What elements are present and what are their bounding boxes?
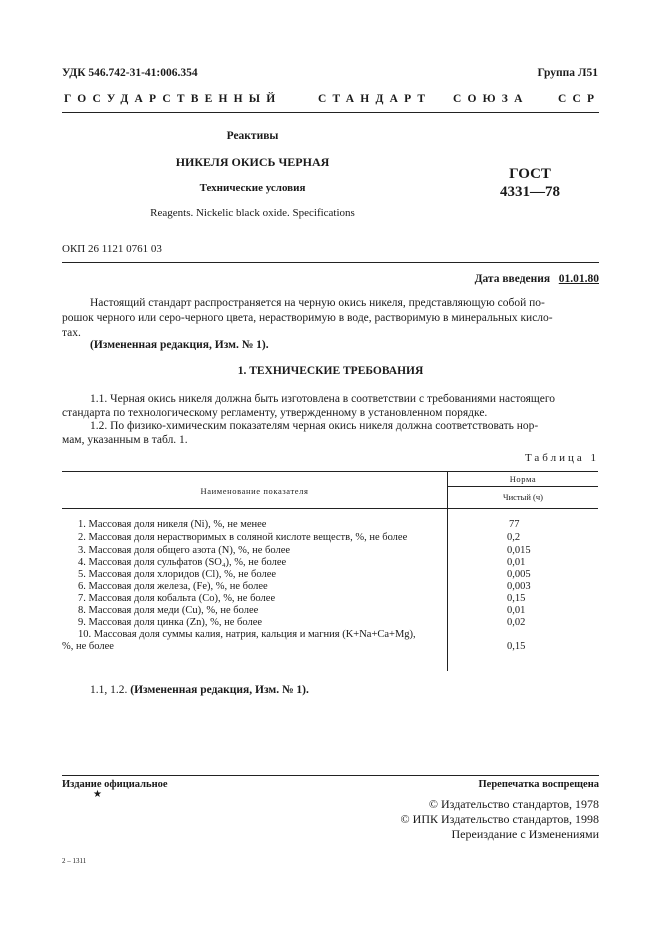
page-code: 2 – 1311 (62, 857, 87, 865)
state-word-1: ГОСУДАРСТВЕННЫЙ (64, 93, 282, 105)
state-word-2: СТАНДАРТ (318, 93, 432, 105)
table-row-6-name: 6. Массовая доля железа, (Fe), %, не более (78, 581, 268, 592)
table-row-2-name: 2. Массовая доля нерастворимых в соляной кислоте веществ, %, не более (78, 532, 408, 543)
table-col-name-header: Наименование показателя (200, 486, 309, 496)
category-label: Реактивы (226, 130, 279, 142)
intro-line-3: тах. (62, 327, 81, 339)
table-top-rule (62, 471, 598, 472)
table-row-5-name: 5. Массовая доля хлоридов (Cl), %, не более (78, 569, 277, 580)
norm-subheader-rule (447, 486, 598, 487)
intro-paragraph (62, 296, 599, 341)
table-row-3-name: 3. Массовая доля общего азота (N), %, не более (78, 545, 291, 556)
p11-line-1: 1.1. Черная окись никеля должна быть изготовлена в соответствии с требованиями настоящего (90, 393, 556, 405)
reprint-notice: Перепечатка воспрещена (478, 779, 599, 790)
table-row-3-value: 0,015 (507, 545, 531, 556)
okp-rule (62, 262, 599, 263)
table-row-9-value: 0,02 (507, 617, 526, 628)
gost-label: ГОСТ (509, 166, 551, 182)
table-row-7-value: 0,15 (507, 593, 526, 604)
intro-date-label: Дата введения (474, 273, 551, 285)
intro-line-2: рошок черного или серо-черного цвета, нерастворимую в воде, растворимую в минеральных кисло- (62, 312, 553, 324)
table-row-1-value: 77 (509, 519, 520, 530)
reissue-note: Переиздание с Изменениями (451, 827, 599, 841)
p12-line-1: 1.2. По физико-химическим показателям черная окись никеля должна соответствовать нор- (90, 420, 539, 432)
copyright-1: © Издательство стандартов, 1978 (428, 797, 599, 811)
table-row-4-name: 4. Массовая доля сульфатов (SO₄), %, не более (78, 557, 287, 568)
document-title: НИКЕЛЯ ОКИСЬ ЧЕРНАЯ (175, 155, 330, 169)
table-header-rule (62, 508, 598, 509)
section-1-title: 1. ТЕХНИЧЕСКИЕ ТРЕБОВАНИЯ (237, 365, 424, 377)
state-word-4: ССР (558, 93, 601, 105)
p11-line-2: стандарта по технологическому регламенту, утвержденному в установленном порядке. (62, 407, 488, 419)
amendment-2-prefix: 1.1, 1.2. (90, 684, 131, 696)
p12-line-2: мам, указанным в табл. 1. (62, 434, 188, 446)
group-code: Группа Л51 (537, 67, 598, 79)
table-row-8-name: 8. Массовая доля меди (Cu), %, не более (78, 605, 259, 616)
table-row-1-name: 1. Массовая доля никеля (Ni), %, не менее (78, 519, 267, 530)
gost-number: 4331—78 (500, 184, 560, 200)
udc-code: УДК 546.742-31-41:006.354 (62, 67, 198, 79)
table-row-2-value: 0,2 (507, 532, 521, 543)
header-rule (62, 112, 599, 113)
okp-code: ОКП 26 1121 0761 03 (62, 243, 162, 255)
table-row-10-name-line-2: %, не более (62, 641, 114, 652)
table-row-9-name: 9. Массовая доля цинка (Zn), %, не более (78, 617, 263, 628)
star-icon: ★ (93, 789, 102, 800)
paragraph-1-1 (62, 392, 599, 420)
table-col-pure-header: Чистый (ч) (503, 492, 543, 502)
table-caption: Таблица 1 (524, 452, 599, 464)
intro-date-value: 01.01.80 (558, 273, 599, 285)
amendment-note-2 (90, 684, 309, 696)
table-row-10-name-line-1: 10. Массовая доля суммы калия, натрия, кальция и магния (K+Na+Ca+Mg), (78, 629, 416, 640)
table-row-7-name: 7. Массовая доля кобальта (Co), %, не более (78, 593, 276, 604)
table-row-10-value: 0,15 (507, 641, 526, 652)
table-row-4-value: 0,01 (507, 557, 526, 568)
document-subtitle: Технические условия (199, 182, 306, 194)
english-title: Reagents. Nickelic black oxide. Specifications (150, 207, 355, 219)
amendment-2-text: (Измененная редакция, Изм. № 1). (130, 684, 309, 696)
intro-date (475, 273, 599, 285)
table-col-norm-header: Норма (509, 474, 537, 484)
official-edition: Издание официальное (62, 779, 168, 790)
table-row-6-value: 0,003 (507, 581, 531, 592)
state-word-3: СОЮЗА (453, 93, 529, 105)
copyright-2: © ИПК Издательство стандартов, 1998 (400, 812, 599, 826)
intro-line-1: Настоящий стандарт распространяется на черную окись никеля, представляющую собой по- (90, 297, 545, 309)
paragraph-1-2 (62, 419, 599, 447)
footer-rule (62, 775, 599, 776)
amendment-note-1: (Измененная редакция, Изм. № 1). (90, 339, 269, 351)
table-row-8-value: 0,01 (507, 605, 526, 616)
table-row-5-value: 0,005 (507, 569, 531, 580)
